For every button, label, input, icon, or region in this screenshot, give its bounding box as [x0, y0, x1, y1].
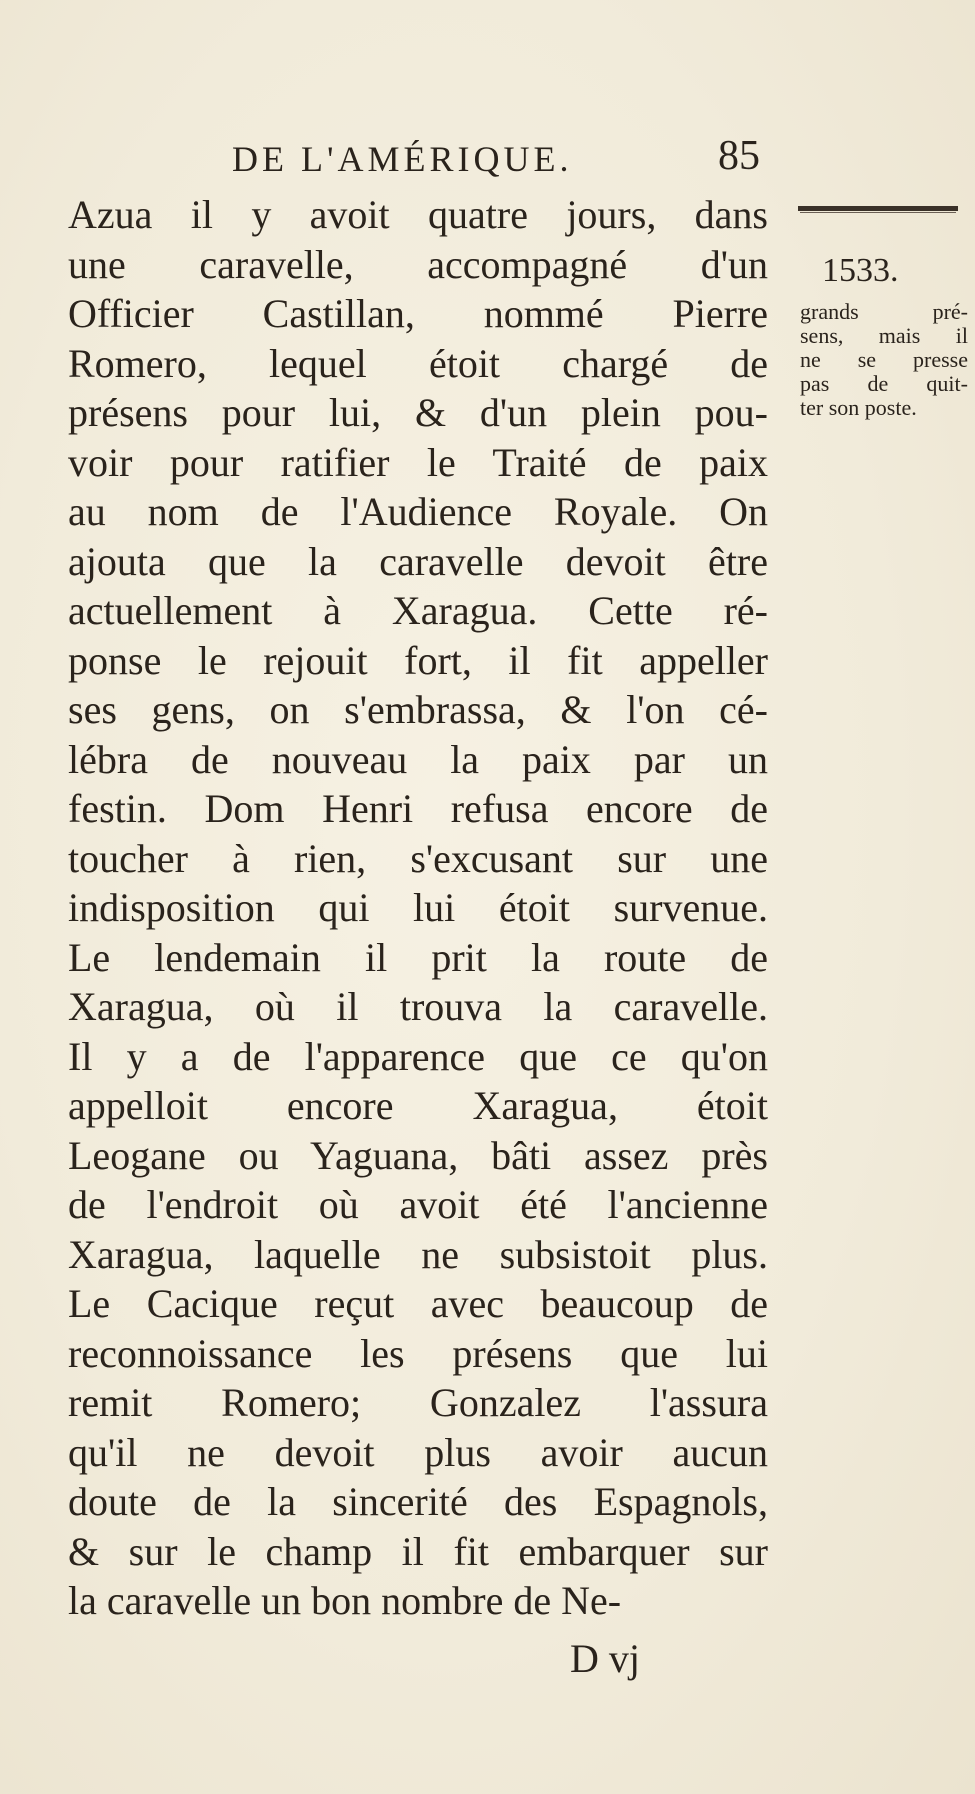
text-line: reconnoissance les présens que lui	[68, 1330, 768, 1376]
text-line: Xaragua, où il trouva la caravelle.	[68, 984, 768, 1029]
text-line: Le Cacique reçut avec beaucoup de	[68, 1281, 768, 1326]
body-text	[68, 190, 768, 1626]
text-line: voir pour ratifier le Traité de paix	[68, 439, 768, 485]
text-line: appelloit encore Xaragua, étoit	[68, 1083, 768, 1128]
text-line: doute de la sincerité des Espagnols,	[68, 1479, 768, 1524]
text-line: Le lendemain il prit la route de	[68, 934, 768, 980]
text-line: actuellement à Xaragua. Cette ré-	[68, 588, 768, 633]
margin-rule	[798, 206, 958, 211]
marginal-note-line: ne se presse	[800, 347, 968, 372]
text-line: ses gens, on s'embrassa, & l'on cé-	[68, 687, 768, 732]
marginal-note	[800, 300, 968, 420]
text-line: lébra de nouveau la paix par un	[68, 736, 768, 782]
text-line: festin. Dom Henri refusa encore de	[68, 786, 768, 831]
text-line: ponse le rejouit fort, il fit appeller	[68, 637, 768, 683]
marginal-note-line: sens, mais il	[800, 323, 968, 348]
marginal-note-line: pas de quit-	[800, 371, 968, 396]
text-line: remit Romero; Gonzalez l'assura	[68, 1380, 768, 1425]
text-line: une caravelle, accompagné d'un	[68, 241, 768, 287]
text-line: Romero, lequel étoit chargé de	[68, 340, 768, 386]
signature-mark: D vj	[570, 1636, 640, 1681]
text-line: Azua il y avoit quatre jours, dans	[68, 192, 768, 237]
text-line: qu'il ne devoit plus avoir aucun	[68, 1429, 768, 1475]
text-line: la caravelle un bon nombre de Ne-	[68, 1578, 622, 1623]
text-line: toucher à rien, s'excusant sur une	[68, 835, 768, 881]
text-line: ajouta que la caravelle devoit être	[68, 538, 768, 584]
marginal-note-line: grands pré-	[800, 299, 968, 324]
text-line: au nom de l'Audience Royale. On	[68, 489, 768, 534]
text-line: & sur le champ il fit embarquer sur	[68, 1528, 768, 1574]
text-line: de l'endroit où avoit été l'ancienne	[68, 1182, 768, 1227]
text-line: Officier Castillan, nommé Pierre	[68, 291, 768, 336]
text-line: Il y a de l'apparence que ce qu'on	[68, 1033, 768, 1079]
text-line: Xaragua, laquelle ne subsistoit plus.	[68, 1231, 768, 1277]
page-number: 85	[718, 133, 760, 179]
text-line: présens pour lui, & d'un plein pou-	[68, 390, 768, 435]
marginal-note-line: ter son poste.	[800, 395, 917, 420]
text-line: Leogane ou Yaguana, bâti assez près	[68, 1132, 768, 1178]
margin-year: 1533.	[822, 252, 899, 289]
page-header	[0, 133, 975, 188]
text-line: indisposition qui lui étoit survenue.	[68, 885, 768, 930]
running-head: DE L'AMÉRIQUE.	[232, 139, 573, 179]
